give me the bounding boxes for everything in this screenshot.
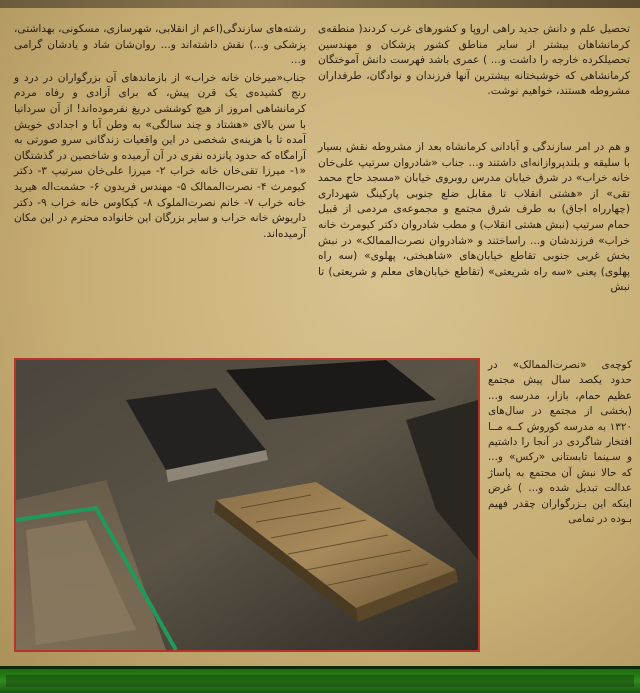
paragraph: کوچه‌ی «نصرت‌الممالک» در حدود یکصد سال پیش مجتمع عظیم حمام، بازار، مدرسه و... (بخشی از مجتمع در سال‌های ۱۳۲۰ به مدرسه کوروش کــه مــا افتخار شاگردی در آنجا را داشتیم و سـینما تابستانی «رکس» و... که حالا نبش آن مجتمع به پاساژ عدالت تبدیل شده و... ) غرض اینکه این بـزرگواران چقدر فهیم بـوده در تمامی xyxy=(488,359,632,526)
green-footer-band xyxy=(0,666,640,693)
paragraph: تحصیل علم و دانش جدید راهی اروپا و کشورهای غرب کردند( منطقه‌ی کرمانشاهان بیشتر از سایر مناطق کشور پزشکان و مهندسین تحصیلکرده خارجه را داشت و... ) عمری باشد فهرست دانش آموختگان کرمانشاهی که خوشبختانه بیشترین آنها فرزندان و نوادگان، طرفداران مشروطه هستند، خواهیم نوشت. xyxy=(318,23,630,98)
paragraph: رشته‌های سازندگی(اعم از انقلابی، شهرسازی، مسکونی، بهداشتی، پزشکی و...) نقش داشته‌اند و... روان‌شان شاد و یادشان گرامی و... xyxy=(14,23,306,67)
article-right-column xyxy=(318,140,630,296)
tombstones-photo xyxy=(14,358,480,652)
tombstones-image xyxy=(16,360,478,650)
paragraph: جناب«میرخان خانه خراب» از بازماندهای آن بزرگواران در درد و رنج کشیده‌ی یک قرن پیش، که برای آزادی و رفاه مردم کرمانشاهی امروز از هیچ کوششی دریغ نفرموده‌اند! از آن سردانیا با سن بالای «هشتاد و چند سالگی» به وطن آبا و اجدادی خویش آمده تا با هزینه‌ی شخصی در این واقعیات زندگانی سرو صورتی به آرامگاه که حدود پانزده نفری در آن آرمیده و شاخصین در گذشتگان «۱- میرزا تقی‌خان خانه خراب ۲- میرزا علی‌خان سرتیپ ۳- دکتر کیومرث ۴- نصرت‌الممالک ۵- مهندس فریدون ۶- حشمت‌اله هیرید خانه خراب ۷- خانم نصرت‌الملوک ۸- کیکاوس خانه خراب ۹- دکتر داریوش خانه خراب و سایر بزرگان این خانواده محترم در این مکان آرمیده‌اند. xyxy=(14,71,307,240)
paragraph: و هم در امر سازندگی و آبادانی کرمانشاه بعد از مشروطه نقش بسیار با سلیقه و بلندپروازانه‌ای داشتند و... جناب «شادروان سرتیپ علی‌خان خانه خراب» در شرق خیابان مدرس روبروی خیابان «مسجد حاج محمد تقی» از «هشتی انقلاب تا مقابل ضلع جنوبی پارکینگ شهرداری (چهارراه اجاق) به طرف شرق مجتمع و مجموعه‌ی مردمی از قبیل حمام سرتیپ (نبش هشتی انقلاب) و مطب شادروان دکتر کیومرث خانه خراب» فرزندشان و... راساختند و «شادروان نصرت‌الممالک» در نبش بخش غربی جنوبی تقاطع خیابان‌های «شاهبختی، پهلوی» (سه راه پهلوی) یعنی «سه راه شریعتی» (تقاطع خیابان‌های معلم و شریعتی) تا نبش xyxy=(318,141,630,294)
article-right-column-top xyxy=(318,22,630,100)
article-left-column xyxy=(14,22,306,242)
article-right-narrow-column xyxy=(488,358,632,527)
top-photo-edge xyxy=(0,0,640,8)
